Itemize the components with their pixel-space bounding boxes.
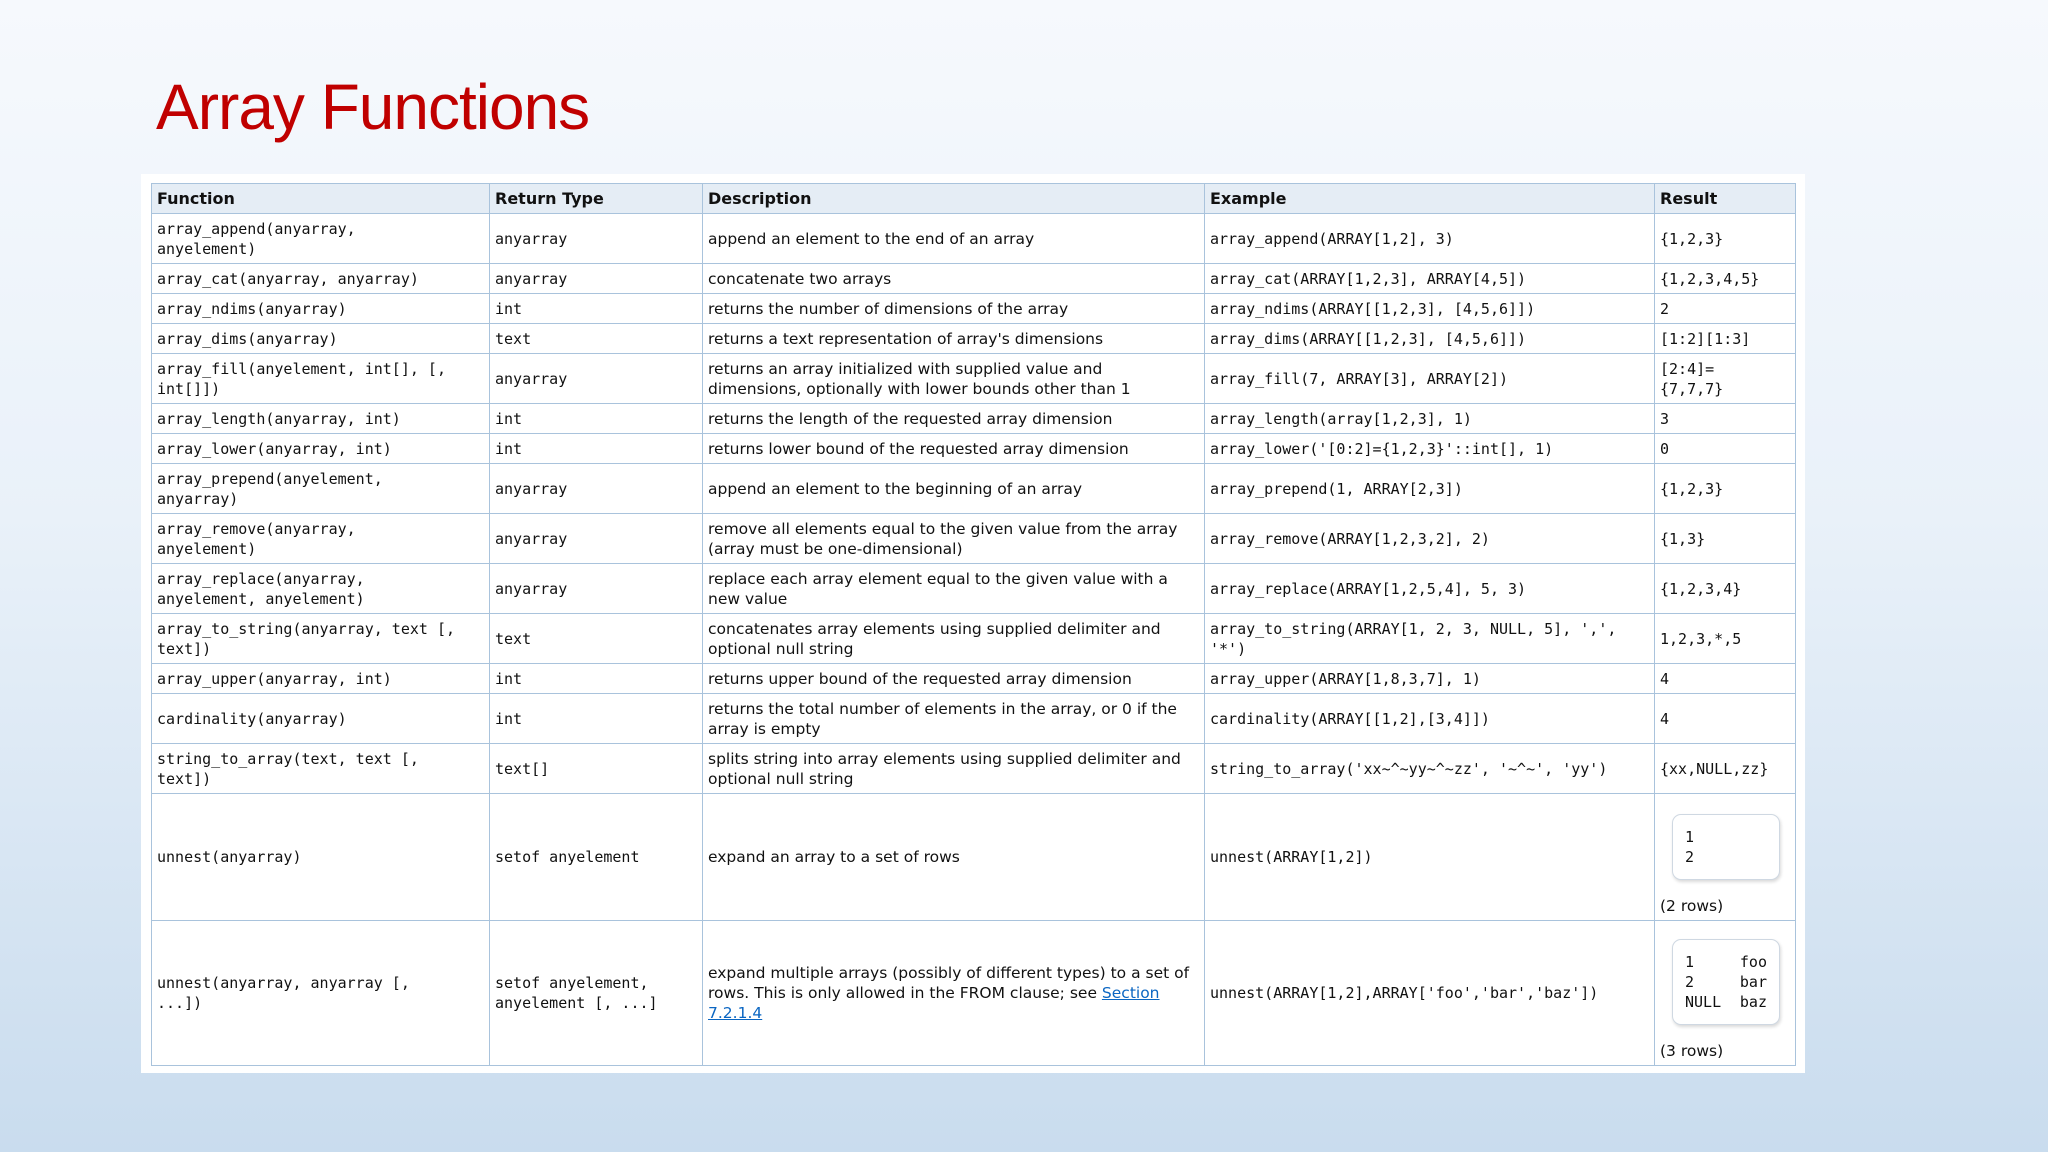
row-count: (2 rows): [1660, 897, 1724, 915]
cell-return-type: int: [490, 404, 703, 434]
table-row-unnest-multi: [152, 921, 1796, 1066]
cell-description: returns an array initialized with supplied value and dimensions, optionally with lower bounds other than 1: [703, 354, 1205, 404]
cell-example: array_length(array[1,2,3], 1): [1205, 404, 1655, 434]
cell-description: returns the number of dimensions of the array: [703, 294, 1205, 324]
table-row: [152, 434, 1796, 464]
section-link[interactable]: Section 7.2.1.4: [708, 984, 1160, 1022]
header-return-type: Return Type: [490, 184, 703, 214]
cell-example: array_cat(ARRAY[1,2,3], ARRAY[4,5]): [1205, 264, 1655, 294]
table-row: [152, 354, 1796, 404]
header-function: Function: [152, 184, 490, 214]
table-row: [152, 664, 1796, 694]
cell-result: 2: [1655, 294, 1796, 324]
cell-result: 4: [1655, 694, 1796, 744]
cell-return-type: anyarray: [490, 354, 703, 404]
cell-result: [1:2][1:3]: [1655, 324, 1796, 354]
cell-example: array_remove(ARRAY[1,2,3,2], 2): [1205, 514, 1655, 564]
cell-function: array_cat(anyarray, anyarray): [152, 264, 490, 294]
cell-return-type: text[]: [490, 744, 703, 794]
cell-return-type: setof anyelement, anyelement [, ...]: [490, 921, 703, 1066]
description-text: expand multiple arrays (possibly of different types) to a set of rows. This is only allowed in the FROM clause; see: [708, 964, 1190, 1002]
cell-return-type: anyarray: [490, 264, 703, 294]
cell-function: array_upper(anyarray, int): [152, 664, 490, 694]
cell-return-type: setof anyelement: [490, 794, 703, 921]
cell-result: 3: [1655, 404, 1796, 434]
cell-example: array_replace(ARRAY[1,2,5,4], 5, 3): [1205, 564, 1655, 614]
cell-result: 4: [1655, 664, 1796, 694]
cell-example: string_to_array('xx~^~yy~^~zz', '~^~', 'yy'): [1205, 744, 1655, 794]
cell-return-type: text: [490, 324, 703, 354]
cell-example: unnest(ARRAY[1,2]): [1205, 794, 1655, 921]
row-count: (3 rows): [1660, 1042, 1724, 1060]
header-result: Result: [1655, 184, 1796, 214]
result-line: 1: [1685, 828, 1695, 846]
table-row: [152, 214, 1796, 264]
cell-function: array_remove(anyarray, anyelement): [152, 514, 490, 564]
cell-description: splits string into array elements using supplied delimiter and optional null string: [703, 744, 1205, 794]
table-row: [152, 564, 1796, 614]
cell-description: [703, 921, 1205, 1066]
cell-example: unnest(ARRAY[1,2],ARRAY['foo','bar','baz']): [1205, 921, 1655, 1066]
table-row: [152, 514, 1796, 564]
cell-result: {1,3}: [1655, 514, 1796, 564]
cell-return-type: anyarray: [490, 464, 703, 514]
cell-function: array_fill(anyelement, int[], [, int[]]): [152, 354, 490, 404]
cell-example: array_lower('[0:2]={1,2,3}'::int[], 1): [1205, 434, 1655, 464]
cell-return-type: anyarray: [490, 214, 703, 264]
cell-function: array_replace(anyarray, anyelement, anyelement): [152, 564, 490, 614]
cell-result: 1,2,3,*,5: [1655, 614, 1796, 664]
result-line: 2: [1685, 848, 1695, 866]
cell-example: array_fill(7, ARRAY[3], ARRAY[2]): [1205, 354, 1655, 404]
cell-function: array_prepend(anyelement, anyarray): [152, 464, 490, 514]
result-value: 2: [1685, 973, 1695, 991]
cell-description: returns the length of the requested array dimension: [703, 404, 1205, 434]
cell-function: unnest(anyarray): [152, 794, 490, 921]
cell-result: {1,2,3,4}: [1655, 564, 1796, 614]
slide-title: Array Functions: [156, 71, 590, 143]
result-line: [1685, 972, 1767, 992]
cell-description: returns lower bound of the requested array dimension: [703, 434, 1205, 464]
cell-result: [1655, 921, 1796, 1066]
cell-return-type: int: [490, 294, 703, 324]
cell-function: array_dims(anyarray): [152, 324, 490, 354]
table-row: [152, 404, 1796, 434]
table-row: [152, 614, 1796, 664]
cell-function: unnest(anyarray, anyarray [, ...]): [152, 921, 490, 1066]
table-row-unnest: [152, 794, 1796, 921]
cell-return-type: anyarray: [490, 514, 703, 564]
table-row: [152, 264, 1796, 294]
result-value: foo: [1739, 953, 1767, 971]
cell-return-type: anyarray: [490, 564, 703, 614]
cell-return-type: text: [490, 614, 703, 664]
cell-description: concatenates array elements using supplied delimiter and optional null string: [703, 614, 1205, 664]
result-box: [1672, 939, 1780, 1025]
result-value: NULL: [1685, 993, 1722, 1011]
cell-example: array_ndims(ARRAY[[1,2,3], [4,5,6]]): [1205, 294, 1655, 324]
result-value: 1: [1685, 953, 1695, 971]
cell-example: cardinality(ARRAY[[1,2],[3,4]]): [1205, 694, 1655, 744]
header-example: Example: [1205, 184, 1655, 214]
cell-return-type: int: [490, 434, 703, 464]
table-row: [152, 744, 1796, 794]
cell-result: 0: [1655, 434, 1796, 464]
cell-description: append an element to the end of an array: [703, 214, 1205, 264]
cell-example: array_prepend(1, ARRAY[2,3]): [1205, 464, 1655, 514]
cell-result: [1655, 794, 1796, 921]
table-row: [152, 694, 1796, 744]
cell-description: returns the total number of elements in the array, or 0 if the array is empty: [703, 694, 1205, 744]
table-panel: [141, 174, 1805, 1073]
result-line: [1685, 992, 1767, 1012]
array-functions-table: [151, 183, 1796, 1066]
cell-return-type: int: [490, 664, 703, 694]
cell-example: array_append(ARRAY[1,2], 3): [1205, 214, 1655, 264]
header-row: [152, 184, 1796, 214]
table-row: [152, 324, 1796, 354]
cell-function: array_to_string(anyarray, text [, text]): [152, 614, 490, 664]
cell-description: replace each array element equal to the given value with a new value: [703, 564, 1205, 614]
cell-return-type: int: [490, 694, 703, 744]
result-line: [1685, 952, 1767, 972]
cell-result: {1,2,3}: [1655, 464, 1796, 514]
cell-example: array_to_string(ARRAY[1, 2, 3, NULL, 5], ',', '*'): [1205, 614, 1655, 664]
cell-result: {1,2,3,4,5}: [1655, 264, 1796, 294]
cell-description: returns upper bound of the requested array dimension: [703, 664, 1205, 694]
cell-description: append an element to the beginning of an array: [703, 464, 1205, 514]
cell-function: array_length(anyarray, int): [152, 404, 490, 434]
cell-description: returns a text representation of array's dimensions: [703, 324, 1205, 354]
cell-function: string_to_array(text, text [, text]): [152, 744, 490, 794]
cell-result: {1,2,3}: [1655, 214, 1796, 264]
cell-example: array_dims(ARRAY[[1,2,3], [4,5,6]]): [1205, 324, 1655, 354]
table-row: [152, 464, 1796, 514]
cell-function: array_append(anyarray, anyelement): [152, 214, 490, 264]
table-row: [152, 294, 1796, 324]
cell-function: array_lower(anyarray, int): [152, 434, 490, 464]
result-value: baz: [1739, 993, 1767, 1011]
header-description: Description: [703, 184, 1205, 214]
cell-function: array_ndims(anyarray): [152, 294, 490, 324]
cell-description: concatenate two arrays: [703, 264, 1205, 294]
cell-example: array_upper(ARRAY[1,8,3,7], 1): [1205, 664, 1655, 694]
cell-function: cardinality(anyarray): [152, 694, 490, 744]
cell-description: remove all elements equal to the given value from the array (array must be one-dimensional): [703, 514, 1205, 564]
cell-description: expand an array to a set of rows: [703, 794, 1205, 921]
cell-result: {xx,NULL,zz}: [1655, 744, 1796, 794]
result-box: [1672, 814, 1780, 880]
result-value: bar: [1739, 973, 1767, 991]
cell-result: [2:4]= {7,7,7}: [1655, 354, 1796, 404]
